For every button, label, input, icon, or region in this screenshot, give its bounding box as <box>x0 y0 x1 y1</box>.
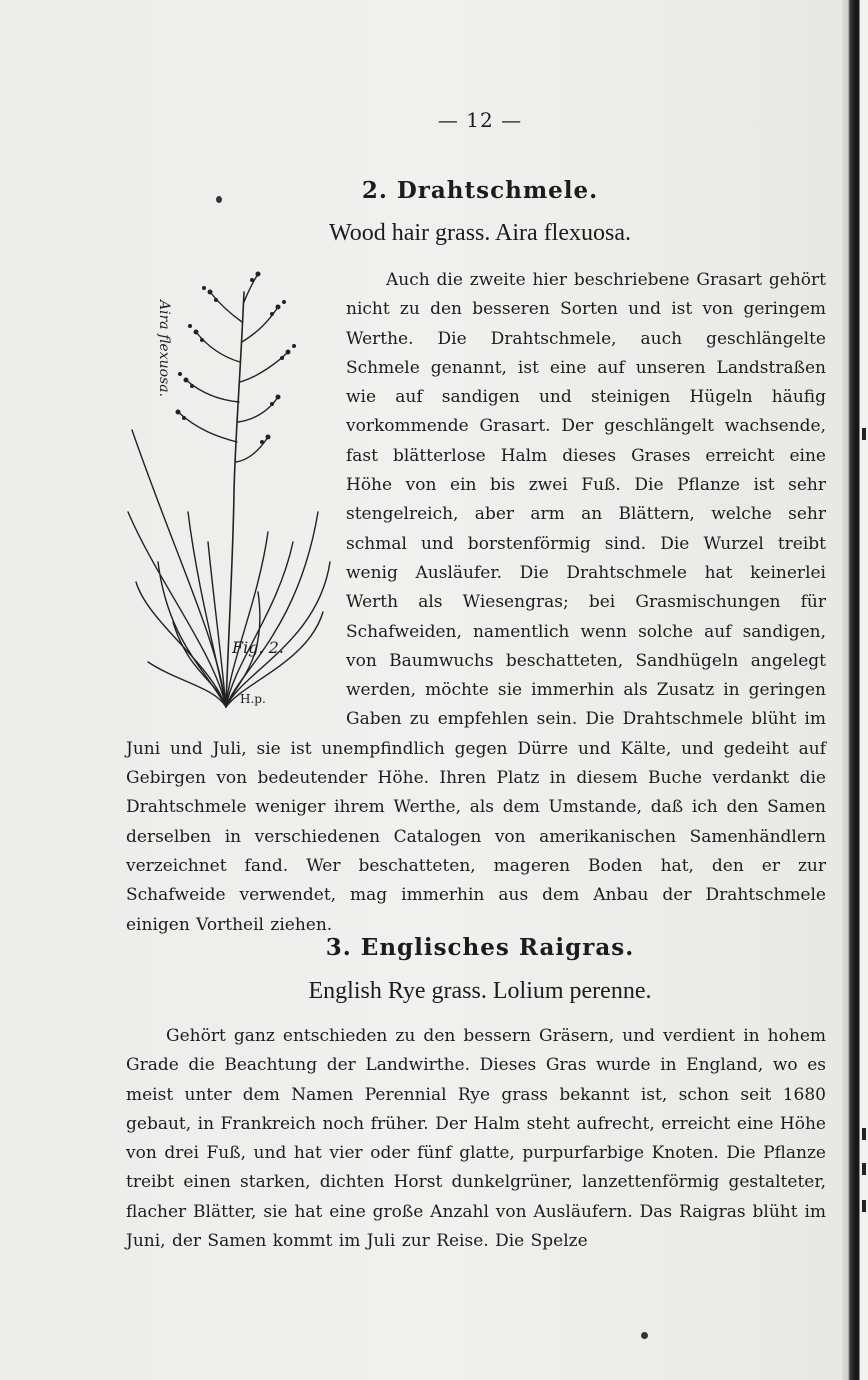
page-number: — 12 — <box>437 108 523 132</box>
figure-species-label: Aira flexuosa. <box>156 300 172 398</box>
section-text-drahtschmele: Auch die zweite hier beschriebene Grasart gehört nicht zu den besseren Sorten und ist von geringem Werthe. Die Drahtschmele, auch geschlängelte Schmele genannt, ist eine auf unseren Landstraßen wie auf sandigen und steinigen Hügeln häufig vorkommende Grasart. Der geschlängelt wachsende, fast blätterlose Halm dieses Grases erreicht eine Höhe von ein bis zwei Fuß. Die Pflanze ist sehr stengelreich, aber arm an Blättern, welche sehr schmal und borstenförmig sind. Die Wurzel treibt wenig Ausläufer. Die Drahtschmele hat keinerlei Werth als Wiesengras; bei Grasmischungen für Schafweiden, namentlich wenn solche auf sandigen, von Baumwuchs beschatteten, Sandhügeln angelegt werden, möchte sie immerhin als Zusatz in geringen Gaben zu empfehlen sein. Die Drahtschmele blüht im Juni und Juli, sie ist unempfindlich gegen Dürre und Kälte, und gedeiht auf Gebirgen von bedeutender Höhe. Ihren Platz in diesem Buche verdankt die Drahtschmele weniger ihrem Werthe, als dem Umstande, daß ich den Samen derselben in verschiedenen Catalogen von amerikanischen Samenhändlern verzeichnet fand. Wer beschatteten, mageren Boden hat, den er zur Schafweide verwendet, mag immerhin aus dem Anbau der Drahtschmele einigen Vortheil ziehen. <box>126 270 826 935</box>
edge-mark <box>862 1200 866 1212</box>
section-subtitle-english-rye-grass: English Rye grass. Lolium perenne. <box>308 978 652 1004</box>
section-title-drahtschmele: 2. Drahtschmele. <box>361 177 599 204</box>
figure-artist-mark: H.p. <box>240 692 266 706</box>
section-body-drahtschmele <box>126 266 826 940</box>
figure-wrap-spacer <box>126 266 346 708</box>
section-body-raigras <box>126 1022 826 1256</box>
section-subtitle-wood-hair-grass: Wood hair grass. Aira flexuosa. <box>329 220 631 246</box>
ink-speck <box>641 1332 648 1339</box>
section-text-raigras: Gehört ganz entschieden zu den bessern Gräsern, und verdient in hohem Grade die Beachtung der Landwirthe. Dieses Gras wurde in England, wo es meist unter dem Namen Perennial Rye grass bekannt ist, schon seit 1680 gebaut, in Frankreich noch früher. Der Halm steht aufrecht, erreicht eine Höhe von drei Fuß, und hat vier oder fünf glatte, purpurfarbige Knoten. Die Pflanze treibt einen starken, dichten Horst dunkelgrüner, lanzettenförmig gestalteter, flacher Blätter, sie hat eine große Anzahl von Ausläufern. Das Raigras blüht im Juni, der Samen kommt im Juli zur Reise. Die Spelze <box>126 1026 826 1252</box>
figure-label: Fig. 2. <box>232 638 284 657</box>
edge-mark <box>862 1163 866 1175</box>
edge-mark <box>862 1128 866 1140</box>
page-edge <box>842 0 868 1380</box>
edge-mark <box>862 428 866 440</box>
section-title-englisches-raigras: 3. Englisches Raigras. <box>325 934 635 961</box>
ink-speck <box>216 196 222 203</box>
